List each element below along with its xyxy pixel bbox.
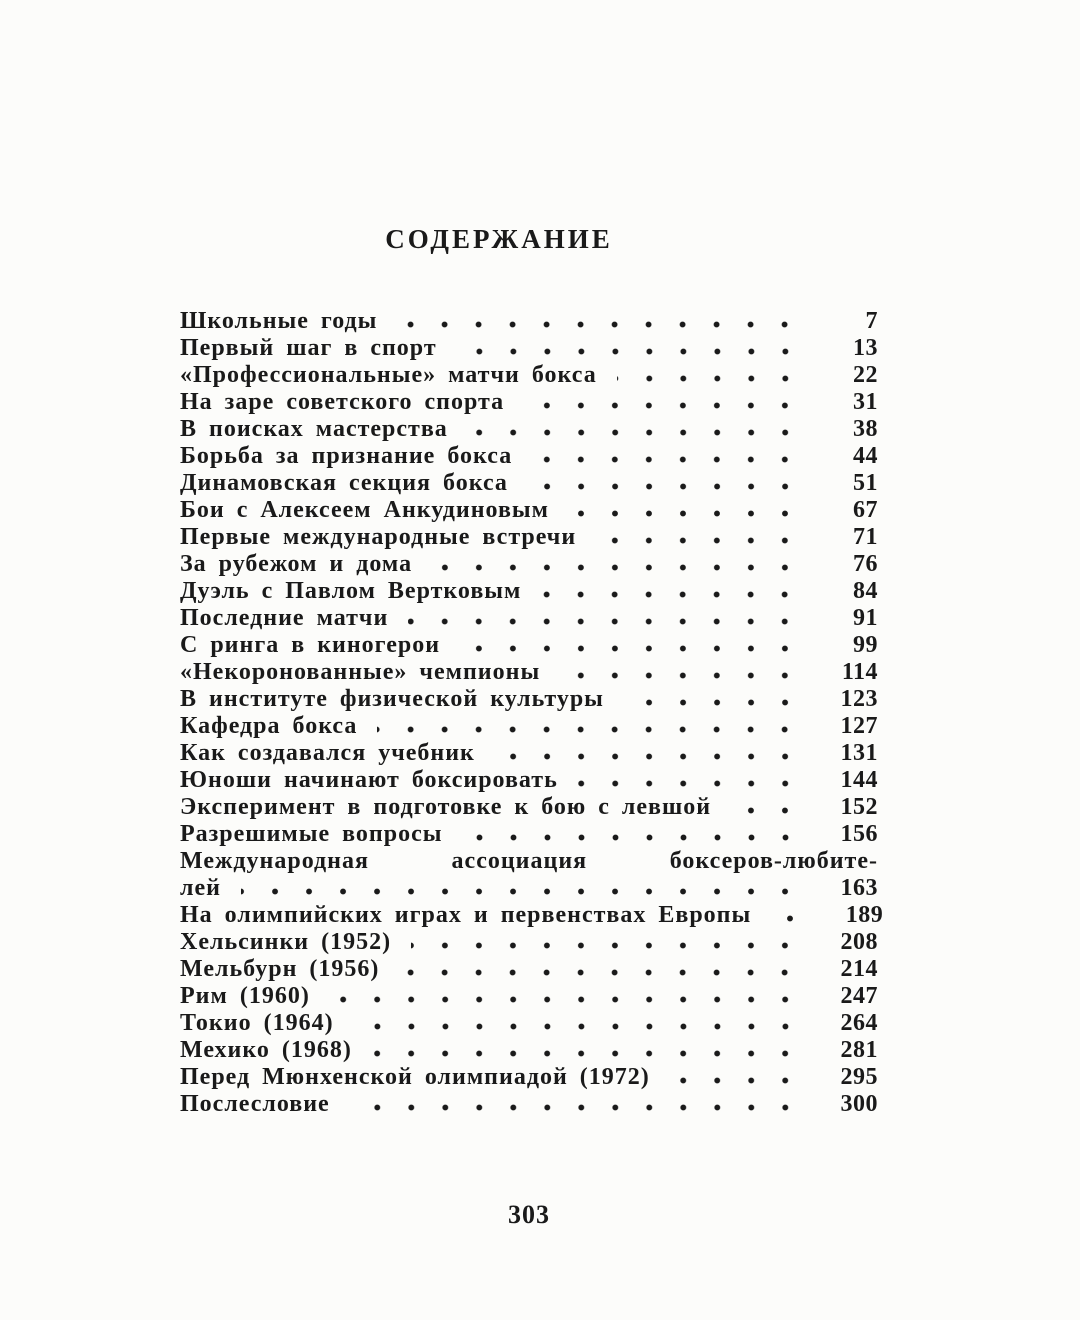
toc-entry: [180, 713, 878, 740]
toc-entry-page: 163: [840, 875, 878, 901]
toc-entry-title: С ринга в киногерои: [180, 632, 441, 658]
toc-entry-page: 91: [853, 605, 878, 631]
toc-entry-title: В поисках мастерства: [180, 416, 448, 442]
toc-entry-title: Борьба за признание бокса: [180, 443, 513, 469]
toc-entry-title: Токио (1964): [180, 1010, 334, 1036]
toc-entry-title: Первые международные встречи: [180, 524, 577, 550]
toc-entry-title: Последние матчи: [180, 605, 389, 631]
toc-entry: [180, 605, 878, 632]
toc-entry: [180, 470, 878, 497]
toc-entry: [180, 497, 878, 524]
toc-entry: [180, 1091, 878, 1118]
toc-entry-page: 123: [840, 686, 878, 712]
toc-entry-page: 264: [840, 1010, 878, 1036]
dot-leader: [541, 591, 802, 598]
dot-leader: [330, 996, 802, 1003]
dot-leader: [432, 564, 802, 571]
toc-entry-page: 51: [853, 470, 878, 496]
dot-leader: [411, 942, 802, 949]
dot-leader: [372, 1050, 802, 1057]
toc-entry: [180, 821, 878, 848]
toc-entry: [180, 1010, 878, 1037]
dot-leader: [408, 618, 802, 625]
toc-entry: [180, 1064, 878, 1091]
toc-entry-title: «Некоронованные» чемпионы: [180, 659, 541, 685]
toc-entry-page: 71: [853, 524, 878, 550]
toc-entry-title: На олимпийских играх и первенствах Европы: [180, 902, 752, 928]
toc-entry: [180, 632, 878, 659]
dot-leader: [241, 888, 802, 895]
toc-entry: [180, 308, 878, 335]
toc-entry-title: Дуэль с Павлом Вертковым: [180, 578, 522, 604]
toc-entry-page: 156: [840, 821, 878, 847]
toc-entry: [180, 740, 878, 767]
toc-entry: [180, 551, 878, 578]
toc-entry: [180, 659, 878, 686]
toc-entry: [180, 929, 878, 956]
toc-entry-page: 22: [853, 362, 878, 388]
toc-entry-page: 131: [840, 740, 878, 766]
toc-entry: [180, 335, 878, 362]
page-title: СОДЕРЖАНИЕ: [385, 224, 613, 254]
toc-entry: [180, 1037, 878, 1064]
toc-entry-page: 99: [853, 632, 878, 658]
toc-entry: [180, 686, 878, 713]
toc-entry-page: 189: [845, 902, 884, 928]
dot-leader: [670, 1077, 802, 1084]
dot-leader: [350, 1104, 802, 1111]
dot-leader: [560, 672, 802, 679]
dot-leader: [399, 969, 802, 976]
dot-leader: [771, 915, 807, 922]
toc-entry-page: 76: [853, 551, 878, 577]
toc-entry-title: В институте физической культуры: [180, 686, 604, 712]
toc-entry: [180, 362, 878, 389]
dot-leader: [377, 726, 802, 733]
toc-entry: [180, 956, 878, 983]
toc-entry: [180, 443, 878, 470]
toc-entry-title: «Профессиональные» матчи бокса: [180, 362, 597, 388]
toc-entry: [180, 389, 878, 416]
toc-entry-title: Хельсинки (1952): [180, 929, 392, 955]
toc-entry: [180, 902, 884, 929]
toc-entry-page: 127: [840, 713, 878, 739]
dot-leader: [731, 807, 802, 814]
footer-page-number: 303: [508, 1200, 550, 1229]
toc-entry-page: 300: [840, 1091, 878, 1117]
toc-entry-title: Мельбурн (1956): [180, 956, 380, 982]
toc-entry-page: 208: [840, 929, 878, 955]
toc-entry-page: 214: [840, 956, 878, 982]
toc-entry-page: 7: [865, 308, 878, 334]
dot-leader: [528, 483, 802, 490]
dot-leader: [578, 780, 802, 787]
toc-entry-title: Юноши начинают боксировать: [180, 767, 558, 793]
dot-leader: [463, 834, 803, 841]
toc-entry: [180, 767, 878, 794]
toc-entry-title: Школьные годы: [180, 308, 378, 334]
toc-entry-page: 13: [853, 335, 878, 361]
toc-entry-title: лей: [180, 875, 221, 901]
dot-leader: [354, 1023, 802, 1030]
dot-leader: [468, 429, 802, 436]
toc-entry-page: 281: [840, 1037, 878, 1063]
toc-entry-page: 295: [840, 1064, 878, 1090]
toc-entry-title: Эксперимент в подготовке к бою с левшой: [180, 794, 712, 820]
toc-entry-page: 44: [853, 443, 878, 469]
toc-entry-title: Разрешимые вопросы: [180, 821, 443, 847]
toc-entry-page: 247: [840, 983, 878, 1009]
toc-entry-page: 38: [853, 416, 878, 442]
toc-entry-page: 67: [853, 497, 878, 523]
dot-leader: [624, 699, 802, 706]
toc-entry-page: 84: [853, 578, 878, 604]
dot-leader: [532, 456, 802, 463]
dot-leader: [457, 348, 802, 355]
toc-entry-title: Бои с Алексеем Анкудиновым: [180, 497, 550, 523]
dot-leader: [397, 321, 802, 328]
toc-entry-title: Перед Мюнхенской олимпиадой (1972): [180, 1064, 650, 1090]
dot-leader: [569, 510, 802, 517]
toc-entry-title: Рим (1960): [180, 983, 310, 1009]
toc-entry-page: 152: [840, 794, 878, 820]
toc-entry-title: Динамовская секция бокса: [180, 470, 508, 496]
toc-entry-title: Как создавался учебник: [180, 740, 475, 766]
toc-entry-page: 114: [841, 659, 878, 685]
toc-entry: [180, 416, 878, 443]
dot-leader: [596, 537, 802, 544]
toc-entry-title: Мехико (1968): [180, 1037, 352, 1063]
toc-entry-title: На заре советского спорта: [180, 389, 505, 415]
dot-leader: [495, 753, 802, 760]
toc-entry: [180, 524, 878, 551]
toc-entry-title: Послесловие: [180, 1091, 330, 1117]
dot-leader: [460, 645, 802, 652]
toc-entry-title: За рубежом и дома: [180, 551, 413, 577]
dot-leader: [617, 375, 802, 382]
toc-entry-page: 144: [840, 767, 878, 793]
toc-entry: [180, 983, 878, 1010]
toc-entry-title: Первый шаг в спорт: [180, 335, 437, 361]
dot-leader: [524, 402, 802, 409]
toc-entry: [180, 875, 878, 902]
toc-entry: [180, 794, 878, 821]
toc-list: [180, 308, 884, 1118]
toc-entry-title: Международная ассоциация боксеров-любите-: [180, 848, 878, 874]
toc-entry: [180, 578, 878, 605]
toc-entry-page: 31: [853, 389, 878, 415]
toc-entry-title: Кафедра бокса: [180, 713, 358, 739]
toc-entry: [180, 848, 878, 875]
